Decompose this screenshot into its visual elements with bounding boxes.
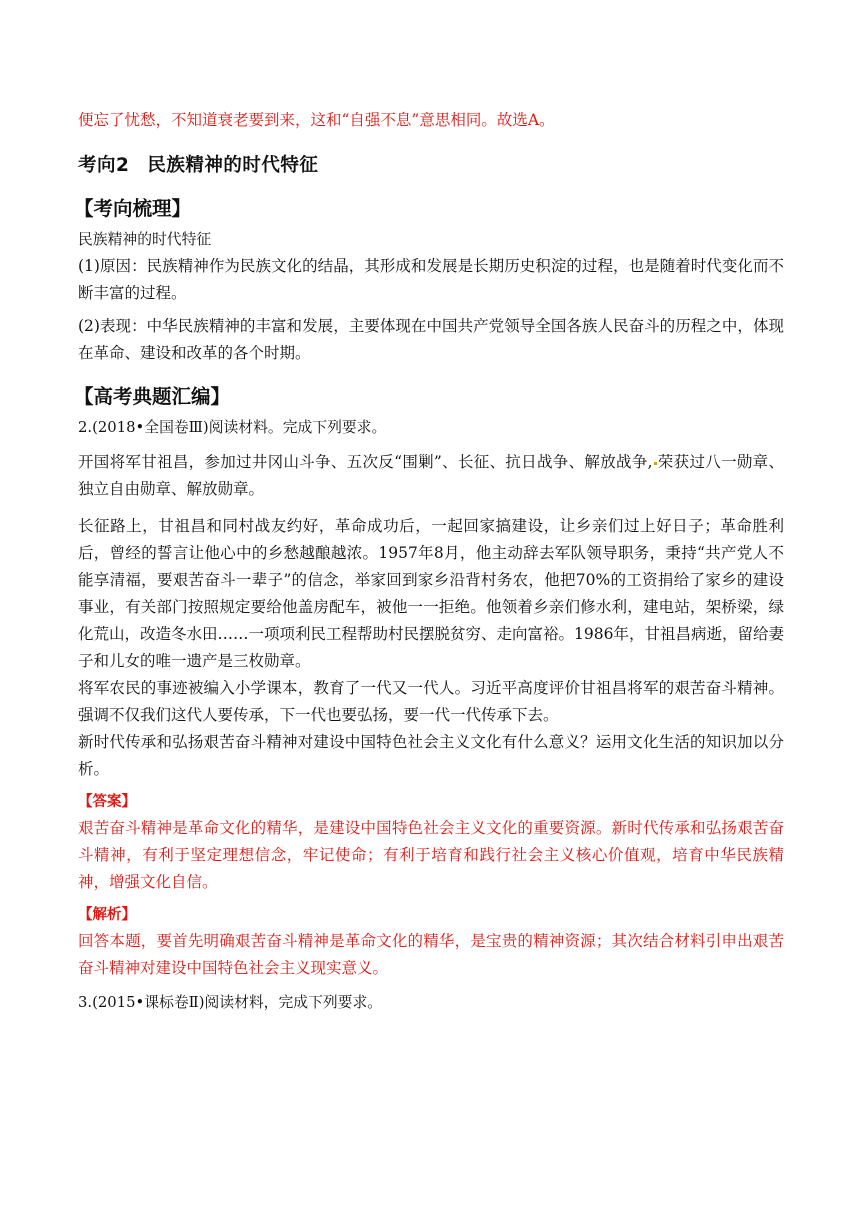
question-2-source: 2.(2018•全国卷Ⅲ)阅读材料。完成下列要求。 — [78, 419, 387, 436]
review-intro: 民族精神的时代特征 — [78, 231, 212, 248]
question-2-prompt: 新时代传承和弘扬艰苦奋斗精神对建设中国特色社会主义文化有什么意义？运用文化生活的知识加以分析。 — [78, 733, 784, 778]
question-3-source: 3.(2015•课标卷Ⅱ)阅读材料，完成下列要求。 — [78, 994, 383, 1011]
exam-header: 【高考典题汇编】 — [74, 385, 231, 408]
section-title: 民族精神的时代特征 — [147, 155, 319, 176]
answer-text: 艰苦奋斗精神是革命文化的精华，是建设中国特色社会主义文化的重要资源。新时代传承和弘扬艰苦奋斗精神，有利于坚定理想信念，牢记使命；有利于培育和践行社会主义核心价值观，培育中华民族精神，增强文化自信。 — [78, 819, 784, 891]
marker-dot — [654, 462, 657, 465]
review-cause: (1)原因：民族精神作为民族文化的结晶，其形成和发展是长期历史积淀的过程，也是随着时代变化而不断丰富的过程。 — [78, 257, 784, 302]
question-2-material-2: 长征路上，甘祖昌和同村战友约好，革命成功后，一起回家搞建设，让乡亲们过上好日子；革命胜利后，曾经的誓言让他心中的乡愁越酿越浓。1957年8月，他主动辞去军队领导职务，秉持“共产党人不能享清福，要艰苦奋斗一辈子”的信念，举家回到家乡沿背村务农，他把70%的工资捐给了家乡的建设事业，有关部门按照规定要给他盖房配车，被他一一拒绝。他领着乡亲们修水利，建电站，架桥梁，绿化荒山，改造冬水田……一项项利民工程帮助村民摆脱贫穷、走向富裕。1986年，甘祖昌病逝，留给妻子和儿女的唯一遗产是三枚勋章。 — [78, 517, 784, 670]
analysis-label: 【解析】 — [78, 907, 136, 923]
previous-analysis-tail: 便忘了忧愁，不知道衰老要到来，这和“自强不息”意思相同。故选A。 — [78, 111, 555, 129]
review-manifestation: (2)表现：中华民族精神的丰富和发展，主要体现在中国共产党领导全国各族人民奋斗的历程之中，体现在革命、建设和改革的各个时期。 — [78, 317, 784, 362]
analysis-text: 回答本题，要首先明确艰苦奋斗精神是革命文化的精华，是宝贵的精神资源；其次结合材料引申出艰苦奋斗精神对建设中国特色社会主义现实意义。 — [78, 932, 784, 977]
section-number: 考向2 — [78, 155, 130, 176]
question-2-material-1: 开国将军甘祖昌，参加过井冈山斗争、五次反“围剿”、长征、抗日战争、解放战争, 荣获过八一勋章、独立自由勋章、解放勋章。 — [78, 453, 784, 498]
question-2-material-3: 将军农民的事迹被编入小学课本，教育了一代又一代人。习近平高度评价甘祖昌将军的艰苦奋斗精神。强调不仅我们这代人要传承，下一代也要弘扬，要一代一代传承下去。 — [78, 679, 784, 724]
answer-label: 【答案】 — [78, 794, 136, 810]
document-page — [74, 105, 784, 1016]
section-heading — [78, 151, 784, 181]
review-header: 【考向梳理】 — [74, 197, 192, 220]
